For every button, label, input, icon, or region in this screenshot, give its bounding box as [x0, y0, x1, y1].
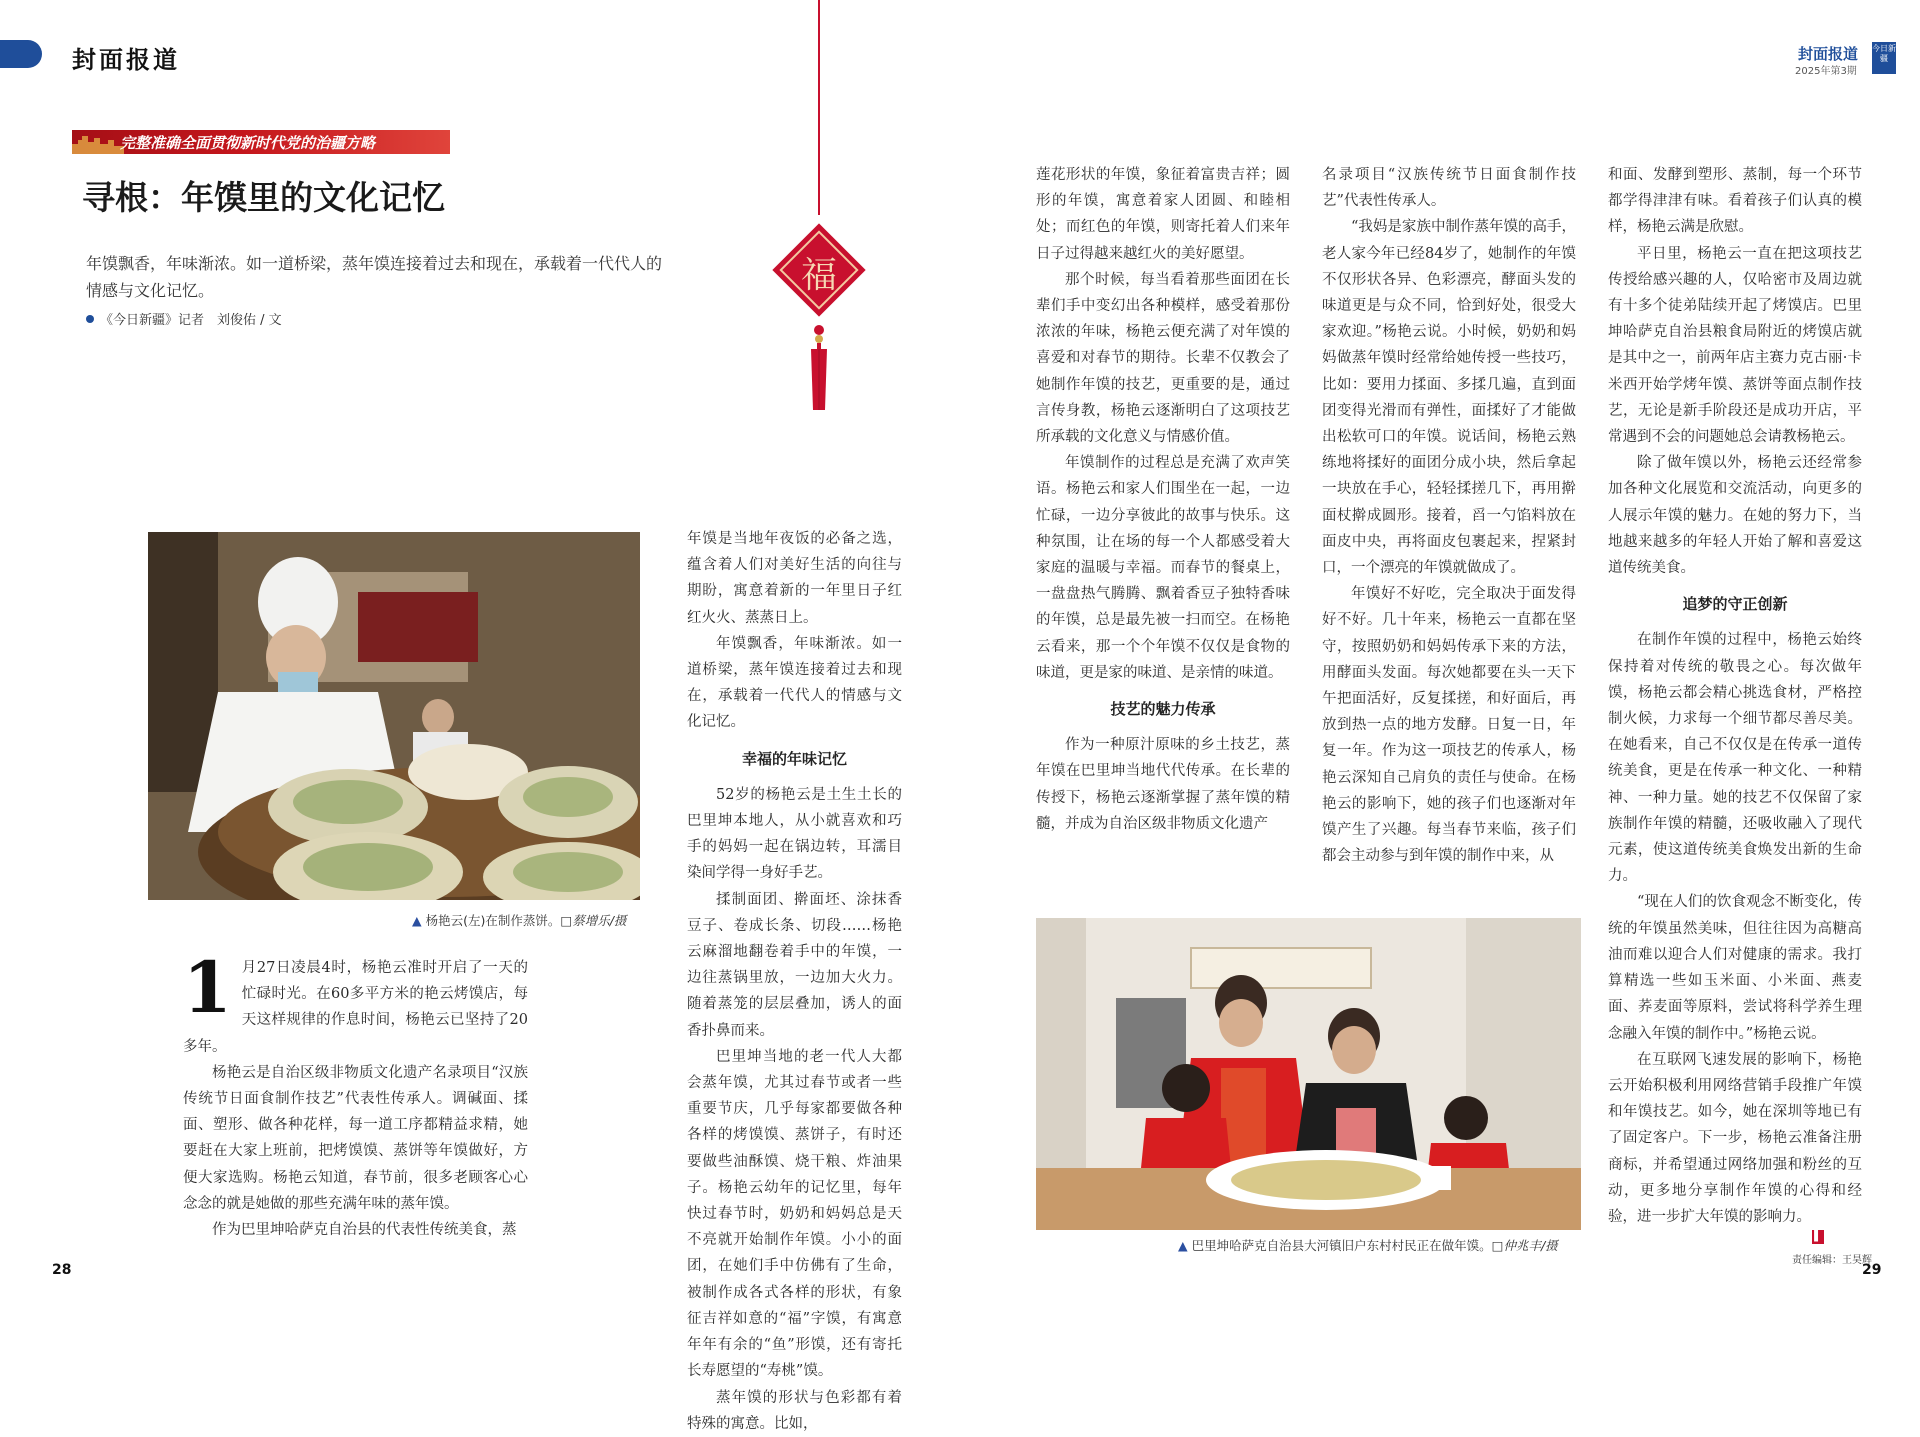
paragraph: 年馍是当地年夜饭的必备之选，蕴含着人们对美好生活的向往与期盼，寓意着新的一年里日子红红火火、蒸蒸日上。 [687, 531, 902, 626]
paragraph: 揉制面团、擀面坯、涂抹香豆子、卷成长条、切段……杨艳云麻溜地翻卷着手中的年馍，一边往蒸锅里放，一边加大火力。随着蒸笼的层层叠加，诱人的面香扑鼻而来。 [687, 891, 902, 1039]
photo-family-illustration [1036, 918, 1581, 1230]
paragraph: 名录项目“汉族传统节日面食制作技艺”代表性传承人。 [1322, 167, 1576, 210]
caption-triangle-icon: ▲ [412, 913, 422, 928]
page-number-left: 28 [52, 1262, 72, 1278]
paragraph: 巴里坤当地的老一代人大都会蒸年馍，尤其过春节或者一些重要节庆，几乎每家都要做各种各样的烤馍馍、蒸饼子，有时还要做些油酥馍、烧干粮、炸油果子。杨艳云幼年的记忆里，每年快过春节时，奶奶和妈妈总是天不亮就开始制作年馍。小小的面团，在她们手中仿佛有了生命，被制作成各式各样的形状，有象征吉祥如意的“福”字馍，有寓意年年有余的“鱼”形馍，还有寄托长寿愿望的“寿桃”馍。 [687, 1048, 902, 1380]
page-number-right: 29 [1862, 1262, 1882, 1278]
paragraph: 那个时候，每当看着那些面团在长辈们手中变幻出各种模样，感受着那份浓浓的年味，杨艳云便充满了对年馍的喜爱和对春节的期待。长辈不仅教会了她制作年馍的技艺，更重要的是，通过言传身教，杨艳云逐渐明白了这项技艺所承载的文化意义与情感价值。 [1036, 271, 1290, 446]
paragraph: “现在人们的饮食观念不断变化，传统的年馍虽然美味，但往往因为高糖高油而难以迎合人们对健康的需求。我打算精选一些如玉米面、小米面、燕麦面、荞麦面等原料，尝试将科学养生理念融入年馍的制作中。”杨艳云说。 [1608, 894, 1862, 1042]
issue-label: 2025年第3期 [1795, 66, 1857, 77]
photo-steamed-bread-illustration [148, 532, 640, 900]
paragraph: 52岁的杨艳云是土生土长的巴里坤本地人，从小就喜欢和巧手的妈妈一起在锅边转，耳濡目染间学得一身好手艺。 [687, 786, 902, 882]
column-5 [1608, 162, 1862, 1230]
article-lead: 年馍飘香，年味渐浓。如一道桥梁，蒸年馍连接着过去和现在，承载着一代代人的情感与文化记忆。 [86, 254, 663, 300]
byline: 《今日新疆》记者 刘俊佑 / 文 [100, 313, 282, 328]
paragraph: 在互联网飞速发展的影响下，杨艳云开始积极利用网络营销手段推广年馍和年馍技艺。如今，她在深圳等地已有了固定客户。下一步，杨艳云准备注册商标，并希望通过网络加强和粉丝的互动，更多地分享制作年馍的心得和经验，进一步扩大年馍的影响力。 [1608, 1051, 1862, 1225]
dropcap: 1 [183, 946, 232, 1029]
paragraph: 莲花形状的年馍，象征着富贵吉祥；圆形的年馍，寓意着家人团圆、和睦相处；而红色的年馍，则寄托着人们来年日子过得越来越红火的美好愿望。 [1036, 167, 1290, 262]
column-4 [1322, 162, 1576, 869]
section-heading: 技艺的魅力传承 [1110, 700, 1216, 719]
paragraph: 杨艳云是自治区级非物质文化遗产名录项目“汉族传统节日面食制作技艺”代表性传承人。调碱面、揉面、塑形、做各种花样，每一道工序都精益求精，她要赶在大家上班前，把烤馍馍、蒸饼等年馍做好，方便大家选购。杨艳云知道，春节前，很多老顾客心心念念的就是她做的那些充满年味的蒸年馍。 [183, 1064, 528, 1212]
paragraph: 年馍制作的过程总是充满了欢声笑语。杨艳云和家人们围坐在一起，一边忙碌，一边分享彼此的故事与快乐。这种氛围，让在场的每一个人都感受着大家庭的温暖与幸福。而春节的餐桌上，一盘盘热气腾腾、飘着香豆子独特香味的年馍，总是最先被一扫而空。在杨艳云看来，那一个个年馍不仅仅是食物的味道，更是家的味道、是亲情的味道。 [1036, 455, 1290, 681]
photo-family-making-nianmo [1036, 918, 1581, 1230]
paragraph: “我妈是家族中制作蒸年馍的高手，老人家今年已经84岁了，她制作的年馍不仅形状各异、色彩漂亮，酵面头发的味道更是与众不同，恰到好处，很受大家欢迎。”杨艳云说。小时候，奶奶和妈妈做蒸年馍时经常给她传授一些技巧，比如：要用力揉面、多揉几遍，直到面团变得光滑而有弹性，面揉好了才能做出松软可口的年馍。说话间，杨艳云熟练地将揉好的面团分成小块，然后拿起一块放在手心，轻轻揉搓几下，再用擀面杖擀成圆形。接着，舀一勺馅料放在面皮中央，再将面皮包裹起来，捏紧封口，一个漂亮的年馍就做成了。 [1322, 219, 1576, 577]
photo1-caption [412, 911, 626, 929]
paragraph: 在制作年馍的过程中，杨艳云始终保持着对传统的敬畏之心。每次做年馍，杨艳云都会精心挑选食材，严格控制火候，力求每一个细节都尽善尽美。在她看来，自己不仅仅是在传承一道传统美食，更是在传承一种文化、一种精神、一种力量。她的技艺不仅保留了家族制作年馍的精髓，还吸收融入了现代元素，使这道传统美食焕发出新的生命力。 [1608, 632, 1862, 885]
section-title-right: 封面报道 [1798, 45, 1859, 63]
header-tab-left [0, 40, 42, 68]
photo1-caption-text: 杨艳云(左)在制作蒸饼。 [425, 913, 561, 928]
article-title: 寻根：年馍里的文化记忆 [82, 178, 445, 217]
paragraph: 蒸年馍的形状与色彩都有着特殊的寓意。比如， [687, 1389, 902, 1432]
paragraph: 月27日凌晨4时，杨艳云准时开启了一天的忙碌时光。在60多平方米的艳云烤馍店，每天这样规律的作息时间，杨艳云已坚持了20多年。 [183, 960, 528, 1055]
banner [72, 130, 450, 154]
hanging-string [818, 0, 820, 215]
fu-knot-icon [764, 215, 874, 415]
paragraph: 平日里，杨艳云一直在把这项技艺传授给感兴趣的人，仅哈密市及周边就有十多个徒弟陆续开起了烤馍店。巴里坤哈萨克自治县粮食局附近的烤馍店就是其中之一，前两年店主赛力克古丽·卡米西开始学烤年馍、蒸饼等面点制作技艺，无论是新手阶段还是成功开店，平常遇到不会的问题她总会请教杨艳云。 [1608, 245, 1862, 446]
photo1-caption-credit: □蔡增乐/摄 [560, 913, 627, 928]
logo-badge [1872, 42, 1896, 74]
banner-text: 完整准确全面贯彻新时代党的治疆方略 [120, 134, 376, 152]
paragraph: 年馍好不好吃，完全取决于面发得好不好。几十年来，杨艳云一直都在坚守，按照奶奶和妈妈传承下来的方法，用酵面头发面。每次她都要在头一天下午把面活好，反复揉搓，和好面后，再放到热一点的地方发酵。日复一日，年复一年。作为这一项技艺的传承人，杨艳云深知自己肩负的责任与使命。在杨艳云的影响下，她的孩子们也逐渐对年馍产生了兴趣。每当春节来临，孩子们都会主动参与到年馍的制作中来，从 [1322, 586, 1576, 865]
section-title-left: 封面报道 [72, 45, 180, 74]
photo2-caption [1178, 1236, 1558, 1254]
fu-ornament [764, 215, 874, 415]
section-heading: 追梦的守正创新 [1682, 595, 1788, 614]
byline-dot [86, 315, 94, 323]
paragraph: 除了做年馍以外，杨艳云还经常参加各种文化展览和交流活动，向更多的人展示年馍的魅力。在她的努力下，当地越来越多的年轻人开始了解和喜爱这道传统美食。 [1608, 455, 1862, 577]
column-1 [183, 946, 528, 1243]
paragraph: 作为一种原汁原味的乡土技艺，蒸年馍在巴里坤当地代代传承。在长辈的传授下，杨艳云逐渐掌握了蒸年馍的精髓，并成为自治区级非物质文化遗产 [1036, 737, 1290, 832]
paragraph: 作为巴里坤哈萨克自治县的代表性传统美食，蒸 [212, 1222, 517, 1239]
section-heading: 幸福的年味记忆 [741, 749, 847, 768]
paragraph: 年馍飘香，年味渐浓。如一道桥梁，蒸年馍连接着过去和现在，承载着一代代人的情感与文化记忆。 [687, 635, 902, 731]
end-mark-icon: ▌ [1812, 1230, 1824, 1244]
fu-character: 福 [800, 255, 837, 296]
photo-steamed-bread [148, 532, 640, 900]
photo2-caption-text: 巴里坤哈萨克自治县大河镇旧户东村村民正在做年馍。 [1191, 1238, 1492, 1253]
paragraph: 和面、发酵到塑形、蒸制，每一个环节都学得津津有味。看着孩子们认真的模样，杨艳云满是欣慰。 [1608, 167, 1862, 236]
column-3 [1036, 162, 1290, 837]
photo2-caption-credit: □仲兆丰/摄 [1491, 1238, 1558, 1253]
caption-triangle-icon: ▲ [1178, 1238, 1188, 1253]
editor-credit: 责任编辑：王昊辉 [1792, 1255, 1872, 1266]
logo-badge-text: 今日新疆 [1872, 44, 1896, 63]
column-2 [687, 526, 902, 1437]
